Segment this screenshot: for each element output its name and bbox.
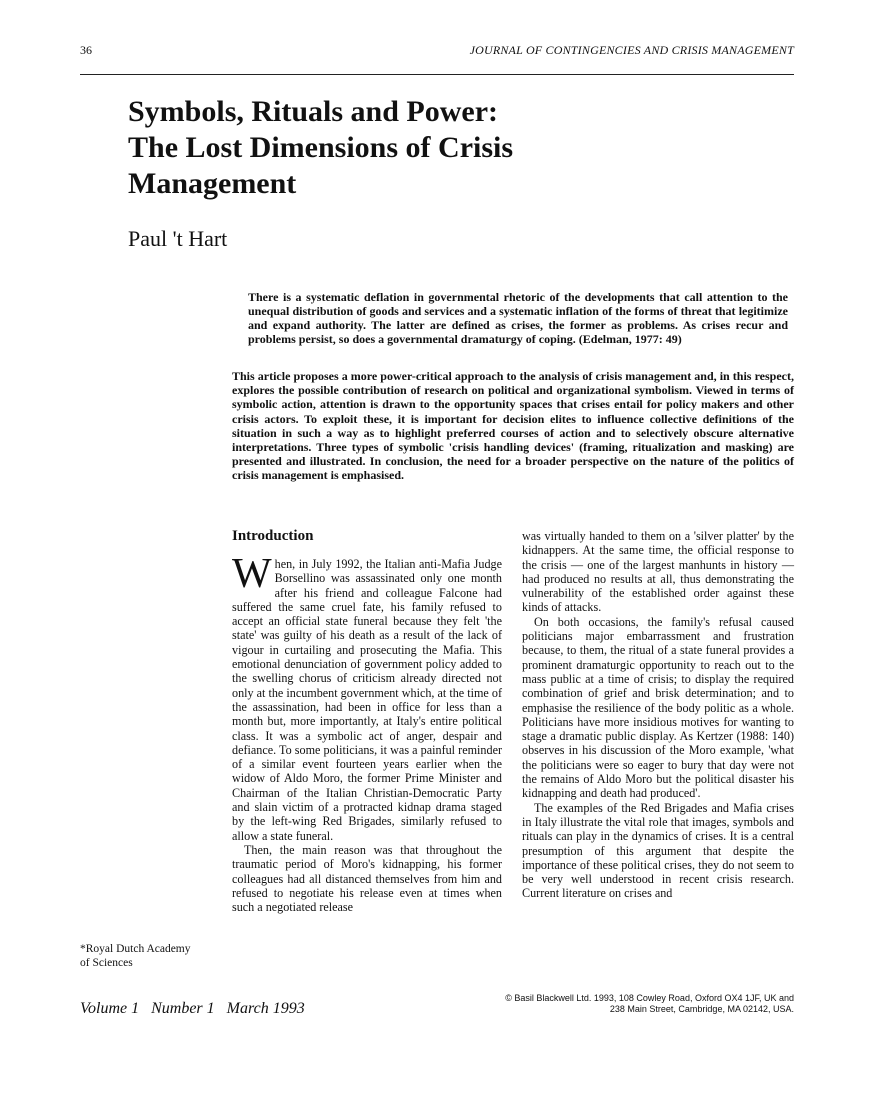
publisher-line-2: 238 Main Street, Cambridge, MA 02142, USA. [609, 1004, 794, 1014]
publisher-line-1: © Basil Blackwell Ltd. 1993, 108 Cowley Road, Oxford OX4 1JF, UK and [505, 993, 794, 1003]
body-column-right [522, 529, 794, 901]
title-line-3: Management [128, 167, 297, 200]
publisher-info [434, 993, 794, 1015]
section-heading-introduction: Introduction [232, 528, 314, 544]
author-name: Paul 't Hart [128, 226, 228, 251]
volume-info: Volume 1 Number 1 March 1993 [80, 1000, 305, 1017]
paragraph-text: hen, in July 1992, the Italian anti-Mafia Judge Borsellino was assassinated only one month after his friend and colleague Falcone had suffered the same cruel fate, his family refused to accept an official state funeral because they felt 'the state' was guilty of his death as a result of the lack of vigour in curtailing and prosecuting the Mafia. This emotional denunciation of government policy added to the swelling chorus of criticism already directed not only at the incumbent government which, at the time of the assassination, had been in office for less than a month but, more importantly, at Italy's entire political class. It was a symbolic act of anger, despair and defiance. To some politicians, it was a painful reminder of a similar event fourteen years earlier when the widow of Aldo Moro, the former Prime Minister and Chairman of the Italian Christian-Democratic Party and slain victim of a protracted kidnap drama staged by the left-wing Red Brigades, similarly refused to allow a state funeral. [232, 557, 502, 843]
paragraph: was virtually handed to them on a 'silver platter' by the kidnappers. At the same time, the official response to the crisis — one of the largest manhunts in history — had produced no results at all, thus demonstrating the vulnerability of the established order against these kinds of attacks. [522, 529, 794, 615]
paragraph: The examples of the Red Brigades and Mafia crises in Italy illustrate the vital role that images, symbols and rituals can play in the dynamics of crises. It is a central presumption of this argument that despite the importance of these political crises, they do not seem to be very well understood in recent crisis research. Current literature on crises and [522, 800, 794, 901]
paragraph [232, 551, 502, 843]
title-line-2: The Lost Dimensions of Crisis [128, 131, 514, 164]
article-title [128, 94, 728, 202]
author-affiliation-footnote [80, 942, 220, 970]
footnote-line-2: of Sciences [80, 957, 133, 969]
running-head: JOURNAL OF CONTINGENCIES AND CRISIS MANAGEMENT [469, 43, 794, 57]
abstract: This article proposes a more power-critical approach to the analysis of crisis management and, in this respect, explores the possible contribution of research on political and organizational symbolism. Viewed in terms of symbolic action, attention is drawn to the opportunity spaces that crises entail for policy makers and other crisis actors. To exploit these, it is important for decision elites to influence collective definitions of the situation in such a way as to highlight preferred courses of action and to selectively obscure alternative interpretations. Three types of symbolic 'crisis handling devices' (framing, ritualization and masking) are presented and illustrated. In conclusion, the need for a broader perspective on the nature of the politics of crisis management is emphasised. [232, 369, 794, 483]
page-number: 36 [80, 43, 92, 57]
paragraph: Then, the main reason was that throughout the traumatic period of Moro's kidnapping, his former colleagues had all distanced themselves from him and refused to negotiate his release even at times when such a negotiated release [232, 842, 502, 915]
body-column-left [232, 528, 502, 914]
paragraph: On both occasions, the family's refusal caused politicians major embarrassment and frustration because, to them, the ritual of a state funeral provides a prominent dramaturgic opportunity to reach out to the mass public at a time of crisis; to display the required combination of grief and brisk determination; and to emphasise the resilience of the body politic as a whole. Politicians have more insidious motives for wanting to stage a dramatic public display. As Kertzer (1988: 140) observes in his discussion of the Moro example, 'what the politicians were so eager to bury that day were not the remains of Aldo Moro but the political disaster his kidnapping and death had produced'. [522, 614, 794, 801]
epigraph: There is a systematic deflation in governmental rhetoric of the developments that call attention to the unequal distribution of goods and services and a systematic inflation of the forms of threat that legitimize and expand authority. The latter are defined as crises, the former as problems. As crises recur and problems persist, so does a governmental dramaturgy of coping. (Edelman, 1977: 49) [248, 290, 788, 347]
title-line-1: Symbols, Rituals and Power: [128, 95, 499, 128]
footnote-line-1: *Royal Dutch Academy [80, 943, 191, 955]
header-rule [80, 74, 794, 75]
drop-cap: W [232, 551, 272, 597]
